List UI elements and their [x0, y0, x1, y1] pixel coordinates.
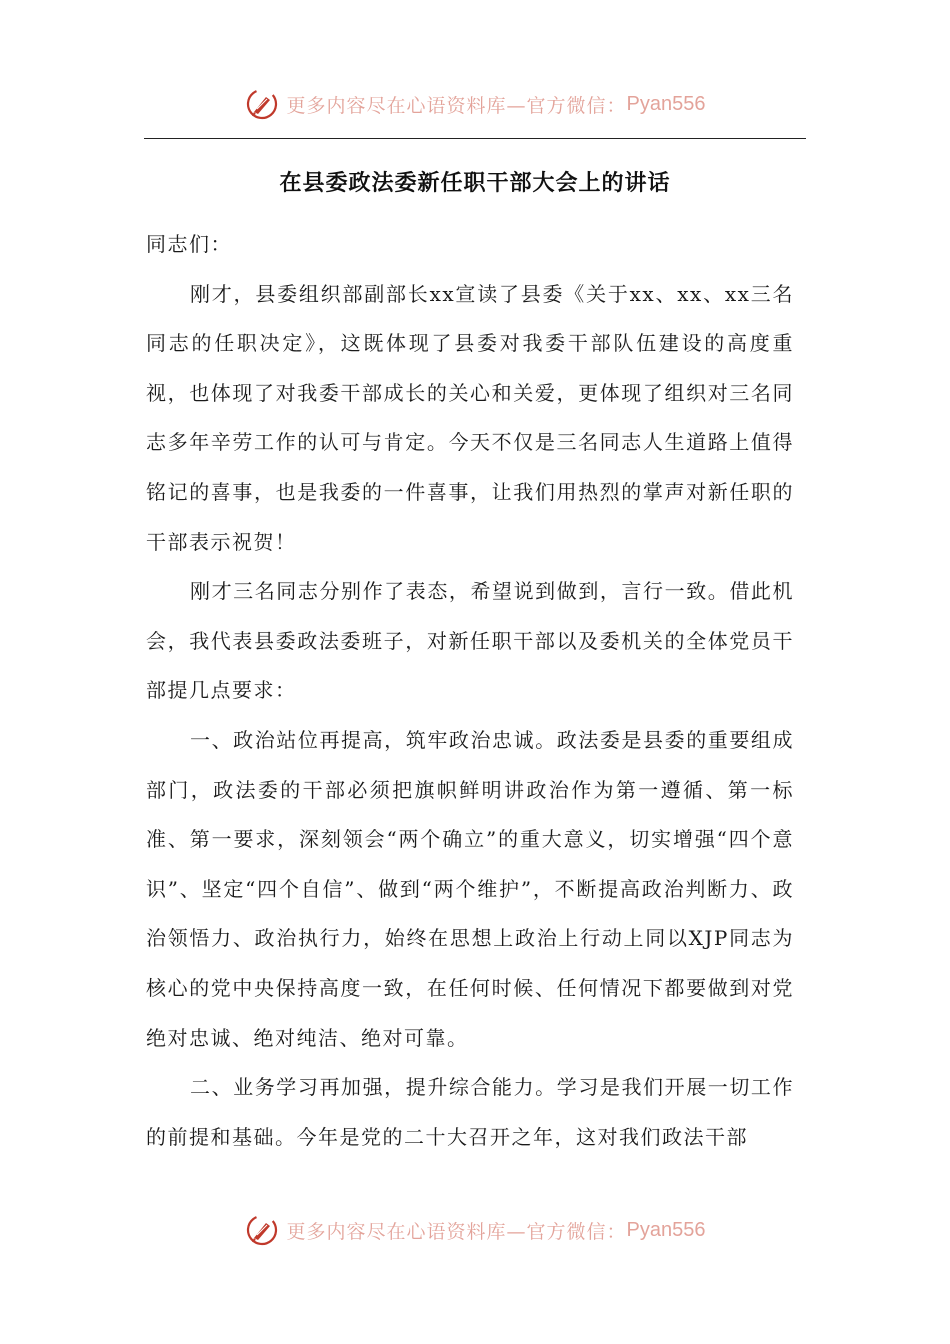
watermark-handle: Pyan556: [626, 92, 706, 115]
paragraph: 二、业务学习再加强，提升综合能力。学习是我们开展一切工作的前提和基础。今年是党的二十大召开之年，这对我们政法干部: [146, 1075, 794, 1149]
salutation: 同志们：: [146, 232, 232, 256]
paragraph: 刚才三名同志分别作了表态，希望说到做到，言行一致。借此机会，我代表县委政法委班子，对新任职干部以及委机关的全体党员干部提几点要求：: [146, 579, 794, 703]
paragraph: 一、政治站位再提高，筑牢政治忠诚。政法委是县委的重要组成部门，政法委的干部必须把旗帜鲜明讲政治作为第一遵循、第一标准、第一要求，深刻领会“两个确立”的重大意义，切实增强“四个意识”、坚定“四个自信”、做到“两个维护”，不断提高政治判断力、政治领悟力、政治执行力，始终在思想上政治上行动上同以XJP同志为核心的党中央保持高度一致，在任何时候、任何情况下都要做到对党绝对忠诚、绝对纯洁、绝对可靠。: [146, 727, 794, 1050]
header-divider: [144, 138, 806, 139]
pen-nib-logo-icon: [245, 1213, 279, 1247]
header-watermark: [0, 84, 950, 124]
document-body: [146, 220, 794, 1162]
paragraph: 刚才，县委组织部副部长xx宣读了县委《关于xx、xx、xx三名同志的任职决定》，这既体现了县委对我委干部队伍建设的高度重视，也体现了对我委干部成长的关心和关爱，更体现了组织对三名同志多年辛劳工作的认可与肯定。今天不仅是三名同志人生道路上值得铭记的喜事，也是我委的一件喜事，让我们用热烈的掌声对新任职的干部表示祝贺！: [146, 281, 794, 554]
watermark-text: 更多内容尽在心语资料库—官方微信：: [286, 94, 627, 117]
pen-nib-logo-icon: [245, 87, 279, 121]
watermark-text: 更多内容尽在心语资料库—官方微信：: [286, 1220, 627, 1243]
document-title: 在县委政法委新任职干部大会上的讲话: [279, 171, 671, 196]
footer-watermark: [0, 1210, 950, 1250]
watermark-handle: Pyan556: [626, 1218, 706, 1241]
